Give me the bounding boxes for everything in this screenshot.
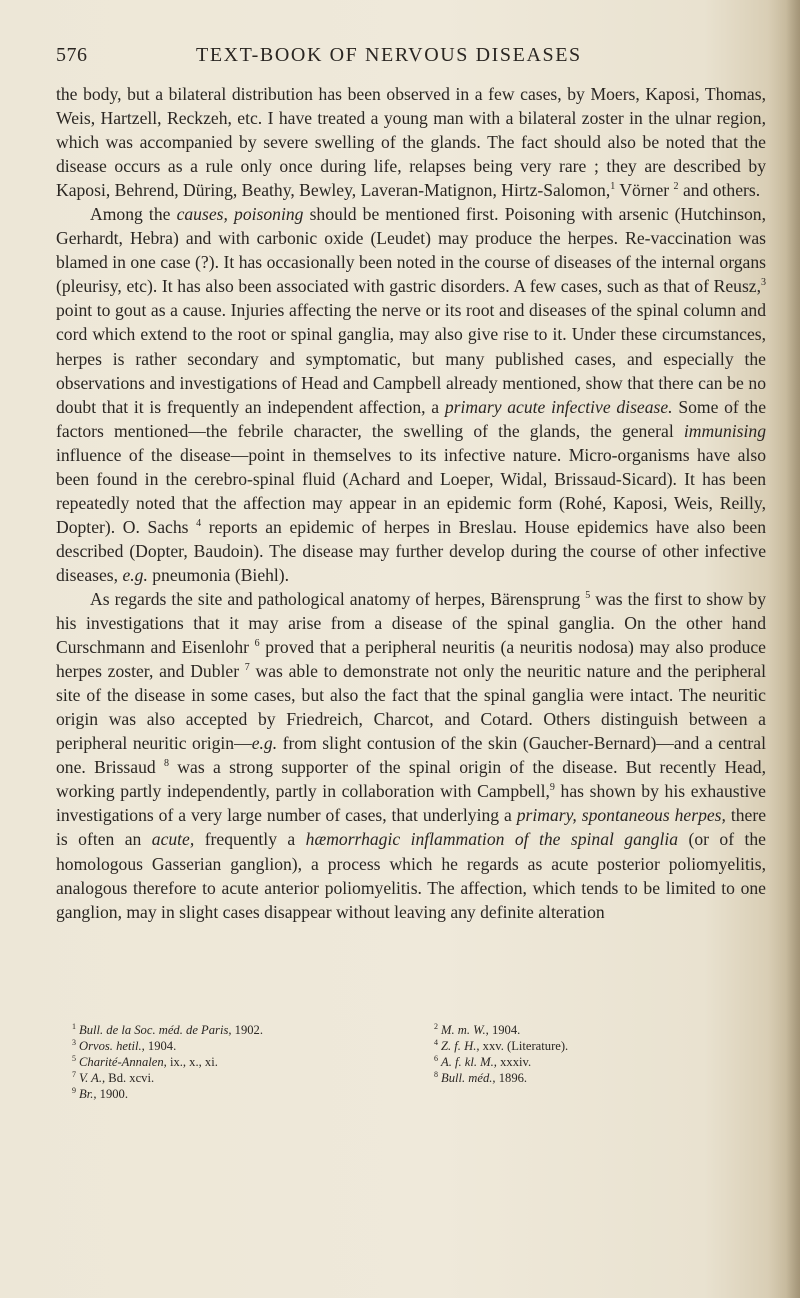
text-run: from slight contusion of the skin (Gaucher-Bernard)—and a central one. Brissaud (56, 733, 766, 778)
footnote-number: 9 (72, 1086, 76, 1095)
text-run: was the first to show by his investigations that it may arise from a disease of the spinal ganglia. On the other hand Curschmann and Eisenlohr (56, 588, 766, 658)
italic-text: e.g. (251, 733, 278, 754)
footnote (434, 1070, 764, 1086)
italic-text: Orvos. hetil., (79, 1039, 145, 1053)
italic-text: immunising (683, 420, 766, 441)
footnote-ref: 2 (673, 181, 679, 193)
footnote-number: 3 (72, 1038, 76, 1047)
italic-text: primary, spontaneous herpes, (516, 805, 726, 826)
footnote (72, 1038, 412, 1054)
italic-text: causes, poisoning (176, 204, 304, 225)
italic-text: M. m. W., (441, 1023, 489, 1037)
footnote-ref: 1 (610, 181, 616, 193)
paragraph (56, 202, 766, 587)
text-run: (or of the homologous Gasserian ganglion), a process which he regards as acute posterior poliomyelitis, analogous therefore to acute anterior poliomyelitis. The affection, which tends to be limited to one ganglion, may in slight cases disappear without leaving any definite alteration (56, 829, 766, 922)
text-run: pneumonia (Biehl). (147, 564, 290, 585)
text-run: there is often an (56, 805, 766, 850)
text-run: Some of the factors mentioned—the febrile character, the swelling of the glands, the general (56, 396, 767, 441)
footnotes-right-column (434, 1022, 764, 1086)
text-run: Among the (90, 204, 177, 225)
footnote-number: 5 (72, 1054, 76, 1063)
text-run: frequently a (194, 829, 306, 850)
text-run: xxxiv. (496, 1055, 532, 1069)
footnote-number: 1 (72, 1022, 76, 1031)
footnote-ref: 3 (761, 277, 766, 289)
page-edge-shadow (786, 0, 800, 1298)
text-run: xxv. (Literature). (479, 1039, 569, 1053)
body-text (56, 82, 766, 924)
text-run: 1902. (231, 1023, 263, 1037)
footnote-number: 8 (434, 1070, 438, 1079)
footnote-ref: 5 (585, 589, 591, 601)
italic-text: V. A., (79, 1071, 106, 1085)
footnote (434, 1038, 764, 1054)
footnote-ref: 8 (164, 758, 169, 770)
italic-text: Br., (79, 1087, 97, 1101)
italic-text: Z. f. H., (441, 1039, 480, 1053)
footnote-number: 2 (434, 1022, 438, 1031)
text-run: has shown by his exhaustive investigations of a very large number of cases, that underlying a (56, 781, 766, 826)
text-run: was a strong supporter of the spinal origin of the disease. But recently Head, working partly independently, partly in collaboration with Campbell, (56, 757, 766, 802)
italic-text: Bull. méd., (441, 1071, 496, 1085)
footnote-ref: 7 (244, 662, 250, 674)
footnote-number: 4 (434, 1038, 438, 1047)
footnote-number: 6 (434, 1054, 438, 1063)
page-number: 576 (56, 44, 88, 66)
text-run: As regards the site and pathological anatomy of herpes, Bärensprung (90, 588, 586, 609)
footnote (72, 1022, 412, 1038)
footnote (434, 1022, 764, 1038)
footnote (72, 1054, 412, 1070)
italic-text: Bull. de la Soc. méd. de Paris, (79, 1023, 232, 1037)
footnote-ref: 6 (254, 638, 260, 650)
footnotes-left-column (72, 1022, 412, 1102)
text-run: and others. (678, 180, 761, 201)
text-run: reports an epidemic of herpes in Breslau. House epidemics have also been described (Dopter, Baudoin). The disease may further develop during the course of other infective diseases, (56, 516, 766, 585)
text-run: should be mentioned first. Poisoning with arsenic (Hutchinson, Gerhardt, Hebra) and with carbonic oxide (Leudet) may produce the herpes. Re-vaccination was blamed in one case (?). It has occasionally been noted in the course of diseases of the internal organs (pleurisy, etc). It has also been associated with gastric disorders. A few cases, such as that of Reusz, (56, 204, 767, 297)
paragraph (56, 82, 766, 202)
text-run: was able to demonstrate not only the neuritic nature and the peripheral site of the disease in some cases, but also the fact that the spinal ganglia were intact. The neuritic origin was also accepted by Friedreich, Charcot, and Cotard. Others distinguish between a peripheral neuritic origin— (56, 661, 766, 754)
text-run: point to gout as a cause. Injuries affecting the nerve or its root and diseases of the spinal column and cord which extend to the root or spinal ganglia, may also give rise to it. Under these circumstances, herpes is rather secondary and symptomatic, but many published cases, and especially the observations and investigations of Head and Campbell already mentioned, show that there can be no doubt that it is frequently an independent affection, a (56, 300, 766, 417)
text-run: influence of the disease—point in themselves to its infective nature. Micro-organisms have also been found in the cerebro-spinal fluid (Achard and Loeper, Widal, Brissaud-Sicard). It has been repeatedly noted that the affection may appear in an epidemic form (Rohé, Kaposi, Weis, Reilly, Dopter). O. Sachs (56, 444, 766, 537)
text-run: ix., x., xi. (166, 1055, 218, 1069)
italic-text: acute, (151, 829, 195, 850)
footnote-ref: 4 (196, 517, 202, 529)
page-header (56, 44, 756, 74)
text-run: 1900. (96, 1087, 128, 1101)
text-run: Bd. xcvi. (105, 1071, 155, 1085)
text-run: 1904. (144, 1039, 177, 1053)
footnote (72, 1070, 412, 1086)
footnote (434, 1054, 764, 1070)
running-title: TEXT-BOOK OF NERVOUS DISEASES (196, 44, 582, 66)
italic-text: e.g. (122, 564, 148, 585)
footnote-number: 7 (72, 1070, 76, 1079)
text-run: proved that a peripheral neuritis (a neuritis nodosa) may also produce herpes zoster, and Dubler (56, 637, 766, 682)
italic-text: A. f. kl. M., (441, 1055, 497, 1069)
italic-text: hæmorrhagic inflammation of the spinal ganglia (305, 829, 679, 850)
text-run: Vörner (615, 180, 674, 201)
footnote (72, 1086, 412, 1102)
text-run: 1896. (495, 1071, 528, 1085)
footnote-ref: 9 (549, 782, 555, 794)
italic-text: primary acute infective disease. (444, 396, 673, 417)
text-run: the body, but a bilateral distribution has been observed in a few cases, by Moers, Kaposi, Thomas, Weis, Hartzell, Reckzeh, etc. I have treated a young man with a bilateral zoster in the ulnar region, which was accompanied by severe swelling of the glands. The fact should also be noted that the disease occurs as a rule only once during life, relapses being very rare ; they are described by Kaposi, Behrend, Düring, Beathy, Bewley, Laveran-Matignon, Hirtz-Salomon, (56, 84, 766, 201)
paragraph (56, 587, 766, 924)
text-run: 1904. (488, 1023, 521, 1037)
italic-text: Charité-Annalen, (79, 1055, 167, 1069)
